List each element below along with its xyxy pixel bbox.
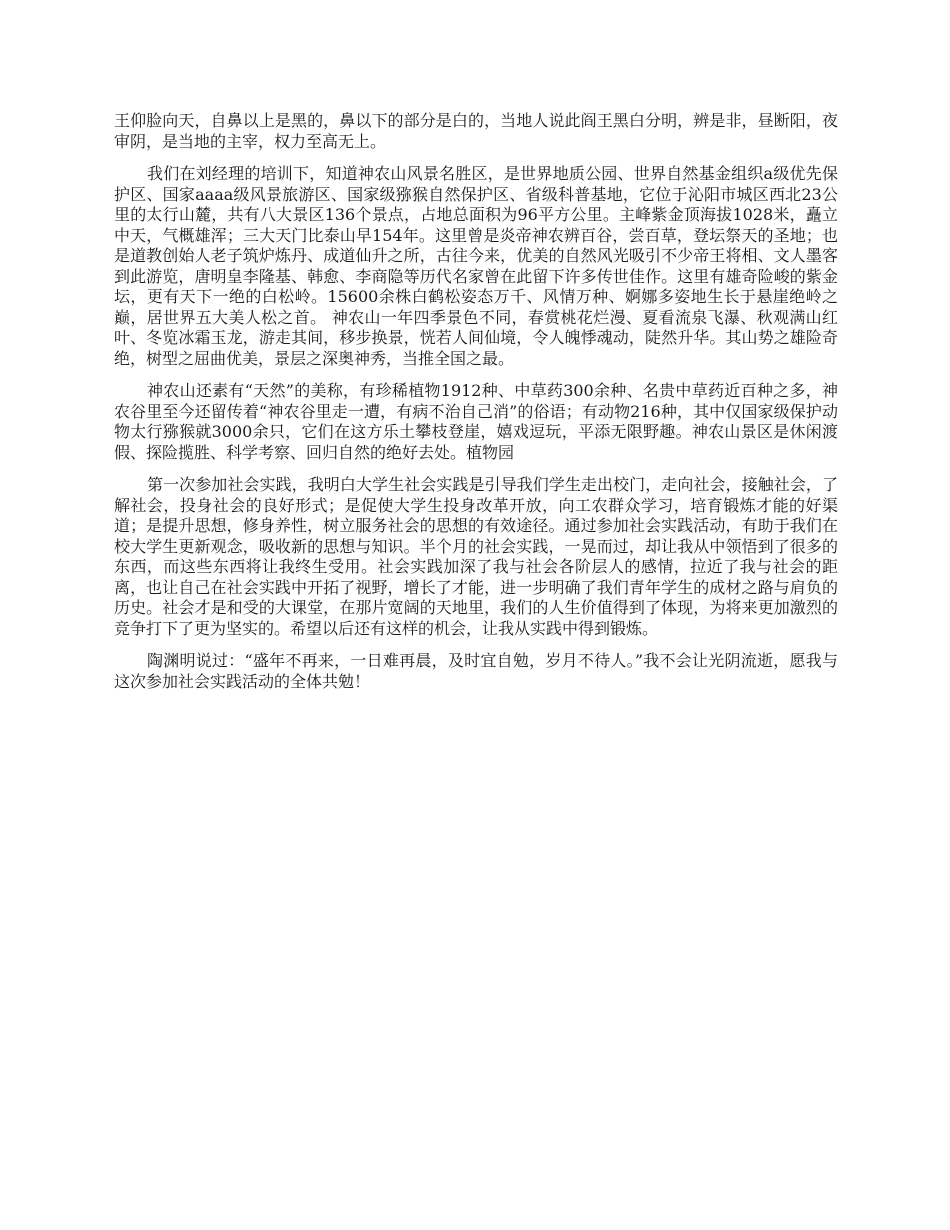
document-body bbox=[114, 111, 838, 704]
paragraph-1: 王仰脸向天，自鼻以上是黑的，鼻以下的部分是白的，当地人说此阎王黑白分明，辨是非，昼断阳，夜审阴，是当地的主宰，权力至高无上。 bbox=[114, 111, 838, 151]
paragraph-3: 神农山还素有“天然”的美称，有珍稀植物1912种、中草药300余种、名贵中草药近百种之多，神农谷里至今还留传着“神农谷里走一遭，有病不治自己消”的俗语；有动物216种，其中仅国家级保护动物太行猕猴就3000余只，它们在这方乐土攀枝登崖，嬉戏逗玩，平添无限野趣。神农山景区是休闲渡假、探险揽胜、科学考察、回归自然的绝好去处。植物园 bbox=[114, 381, 838, 462]
paragraph-5: 陶渊明说过：“盛年不再来，一日难再晨，及时宜自勉，岁月不待人。”我不会让光阴流逝，愿我与这次参加社会实践活动的全体共勉！ bbox=[114, 651, 838, 691]
paragraph-4: 第一次参加社会实践，我明白大学生社会实践是引导我们学生走出校门，走向社会，接触社会，了解社会，投身社会的良好形式；是促使大学生投身改革开放，向工农群众学习，培育锻炼才能的好渠道；是提升思想，修身养性，树立服务社会的思想的有效途径。通过参加社会实践活动，有助于我们在校大学生更新观念，吸收新的思想与知识。半个月的社会实践，一晃而过，却让我从中领悟到了很多的东西，而这些东西将让我终生受用。社会实践加深了我与社会各阶层人的感情，拉近了我与社会的距离，也让自己在社会实践中开拓了视野，增长了才能，进一步明确了我们青年学生的成材之路与肩负的历史。社会才是和受的大课堂，在那片宽阔的天地里，我们的人生价值得到了体现，为将来更加激烈的竞争打下了更为坚实的。希望以后还有这样的机会，让我从实践中得到锻炼。 bbox=[114, 475, 838, 638]
paragraph-2: 我们在刘经理的培训下，知道神农山风景名胜区，是世界地质公园、世界自然基金组织a级优先保护区、国家aaaa级风景旅游区、国家级猕猴自然保护区、省级科普基地，它位于沁阳市城区西北23公里的太行山麓，共有八大景区136个景点，占地总面积为96平方公里。主峰紫金顶海拔1028米，矗立中天，气概雄浑；三大天门比泰山早154年。这里曾是炎帝神农辨百谷，尝百草，登坛祭天的圣地；也是道教创始人老子筑炉炼丹、成道仙升之所，古往今来，优美的自然风光吸引不少帝王将相、文人墨客到此游览，唐明皇李隆基、韩愈、李商隐等历代名家曾在此留下许多传世佳作。这里有雄奇险峻的紫金坛，更有天下一绝的白松岭。15600余株白鹤松姿态万千、风情万种、婀娜多姿地生长于悬崖绝岭之巅，居世界五大美人松之首。 神农山一年四季景色不同，春赏桃花烂漫、夏看流泉飞瀑、秋观满山红叶、冬览冰霜玉龙，游走其间，移步换景，恍若人间仙境，令人魄悸魂动，陡然升华。其山势之雄险奇绝，树型之屈曲优美，景层之深奥神秀，当推全国之最。 bbox=[114, 164, 838, 368]
